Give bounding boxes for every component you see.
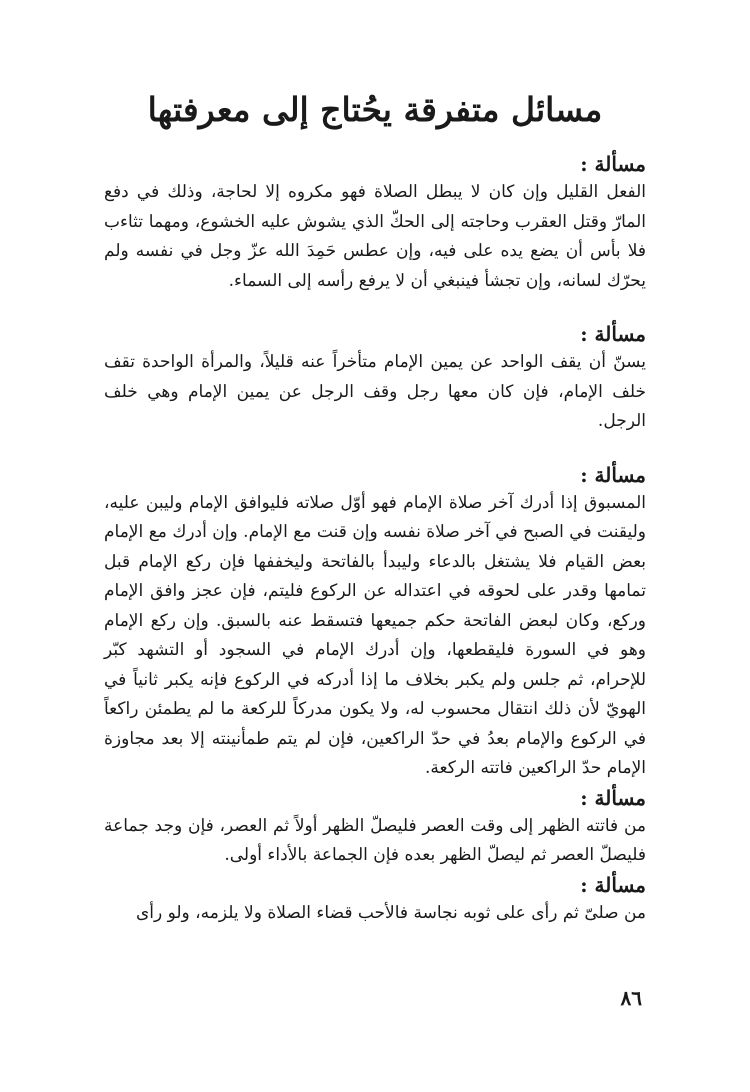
masala-text: يسنّ أن يقف الواحد عن يمين الإمام متأخراً عنه قليلاً، والمرأة الواحدة تقف خلف الإمام، فإن كان معها رجل وقف الرجل عن يمين الإمام وهي خلف الرجل.	[104, 352, 646, 431]
masala-text: المسبوق إذا أدرك آخر صلاة الإمام فهو أوّل صلاته فليوافق الإمام وليبن عليه، وليقنت في الصبح في آخر صلاة نفسه وإن قنت مع الإمام. وإن أدرك مع الإمام بعض القيام فلا يشتغل بالدعاء وليبدأ بالفاتحة وليخففها فإن ركع الإمام قبل تمامها وقدر على لحوقه في اعتداله عن الركوع فليتم، فإن عجز وافق الإمام وركع، وكان لبعض الفاتحة حكم جميعها فتسقط عنه بالسبق. وإن ركع الإمام وهو في السورة فليقطعها، وإن أدرك الإمام في السجود أو التشهد كبّر للإحرام، ثم جلس ولم يكبر بخلاف ما إذا أدركه في الركوع فإنه يكبر ثانياً في الهويّ لأن ذلك انتقال محسوب له، ولا يكون مدركاً للركعة ما لم يطمئن راكعاً في الركوع والإمام بعدُ في حدّ الراكعين، فإن لم يتم طمأنينته إلا بعد مجاوزة الإمام حدّ الراكعين فاتته الركعة.	[104, 492, 646, 778]
masala-section-3	[104, 461, 646, 784]
masala-heading: مسألة :	[580, 322, 646, 346]
masala-text: الفعل القليل وإن كان لا يبطل الصلاة فهو مكروه إلا لحاجة، وذلك في دفع المارّ وقتل العقرب وحاجته إلى الحكّ الذي يشوش عليه الخشوع، ومهما تثاءب فلا بأس أن يضع يده على فيه، وإن عطس حَمِدَ الله عزّ وجل في نفسه ولم يحرّك لسانه، وإن تجشأ فينبغي أن لا يرفع رأسه إلى السماء.	[104, 182, 646, 291]
masala-text: من فاتته الظهر إلى وقت العصر فليصلّ الظهر أولاً ثم العصر، فإن وجد جماعة فليصلّ العصر ثم ليصلّ الظهر بعده فإن الجماعة بالأداء أولى.	[104, 815, 646, 865]
masala-heading: مسألة :	[580, 785, 646, 810]
masala-text: من صلىّ ثم رأى على ثوبه نجاسة فالأحب قضاء الصلاة ولا يلزمه، ولو رأى	[135, 902, 646, 923]
masala-section-2	[104, 320, 646, 437]
masala-section-5	[104, 871, 646, 929]
page-number: ٨٦	[620, 986, 642, 1010]
masala-heading: مسألة :	[580, 872, 646, 897]
masala-heading: مسألة :	[580, 152, 646, 176]
page-title: مسائل متفرقة يحُتاج إلى معرفتها	[147, 90, 603, 129]
masala-heading: مسألة :	[580, 462, 646, 487]
masala-section-4	[104, 784, 646, 871]
page-content	[104, 150, 646, 928]
masala-section-1	[104, 150, 646, 296]
